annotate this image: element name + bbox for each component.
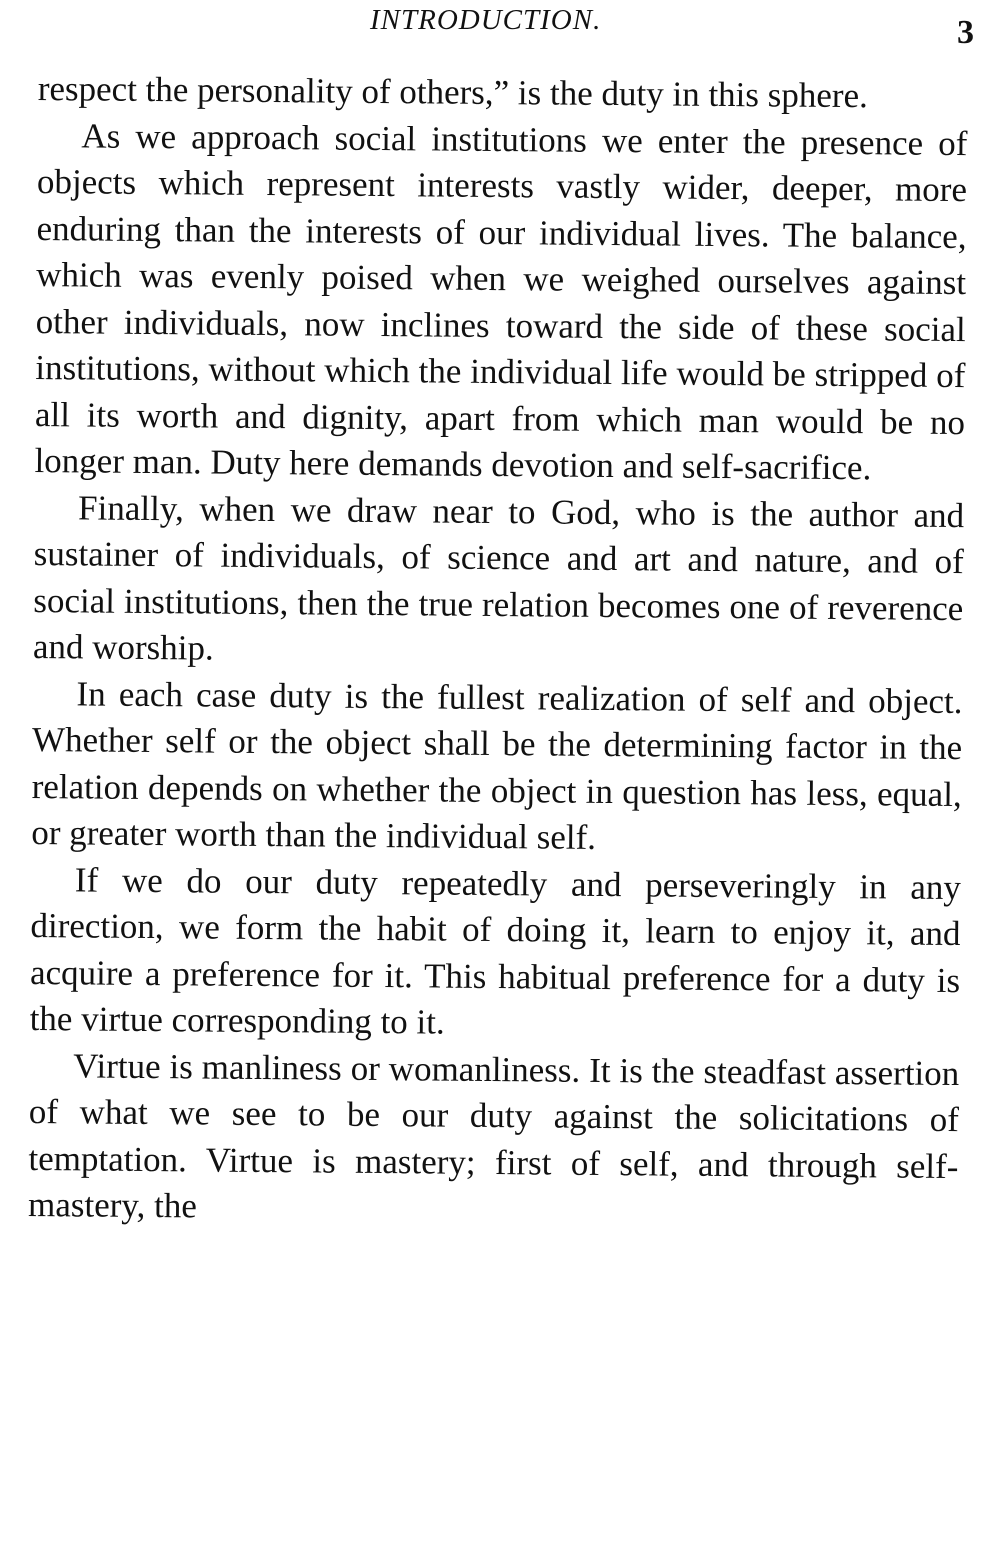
paragraph-continued: respect the personality of others,” is the duty in this sphere.: [37, 68, 869, 116]
paragraph-god: Finally, when we draw near to God, who is the author and sustainer of individuals, of science and art and nature, and of social institutions, then the true relation becomes one of reverence and worship.: [32, 487, 965, 668]
paragraph-each-case: In each case duty is the fullest realization of self and object. Whether self or the object shall be the determining factor in the relation depends on whether the object in question has less, equal, or greater worth than the individual self.: [31, 673, 963, 857]
paragraph-virtue: Virtue is manliness or womanliness. It is the steadfast assertion of what we see to be our duty against the solicitations of temptation. Virtue is mastery; first of self, and through self-mastery, the: [27, 1045, 960, 1226]
running-head: INTRODUCTION.: [370, 4, 602, 36]
body-text: [28, 66, 968, 1237]
paragraph-social-institutions: As we approach social institutions we enter the presence of objects which represent interests vastly wider, deeper, more enduring than the interests of our individual lives. The balance, which was evenly poised when we weighed ourselves against other individuals, now inclines toward the side of these social institutions, without which the individual life would be stripped of all its worth and dignity, apart from which man would be no longer man. Duty here demands devotion and self-sacrifice.: [34, 115, 968, 488]
paragraph-habit: If we do our duty repeatedly and perseveringly in any direction, we form the habit of doing it, learn to enjoy it, and acquire a preference for it. This habitual preference for a duty is the virtue corresponding to it.: [29, 859, 962, 1042]
page-number: 3: [957, 14, 974, 51]
